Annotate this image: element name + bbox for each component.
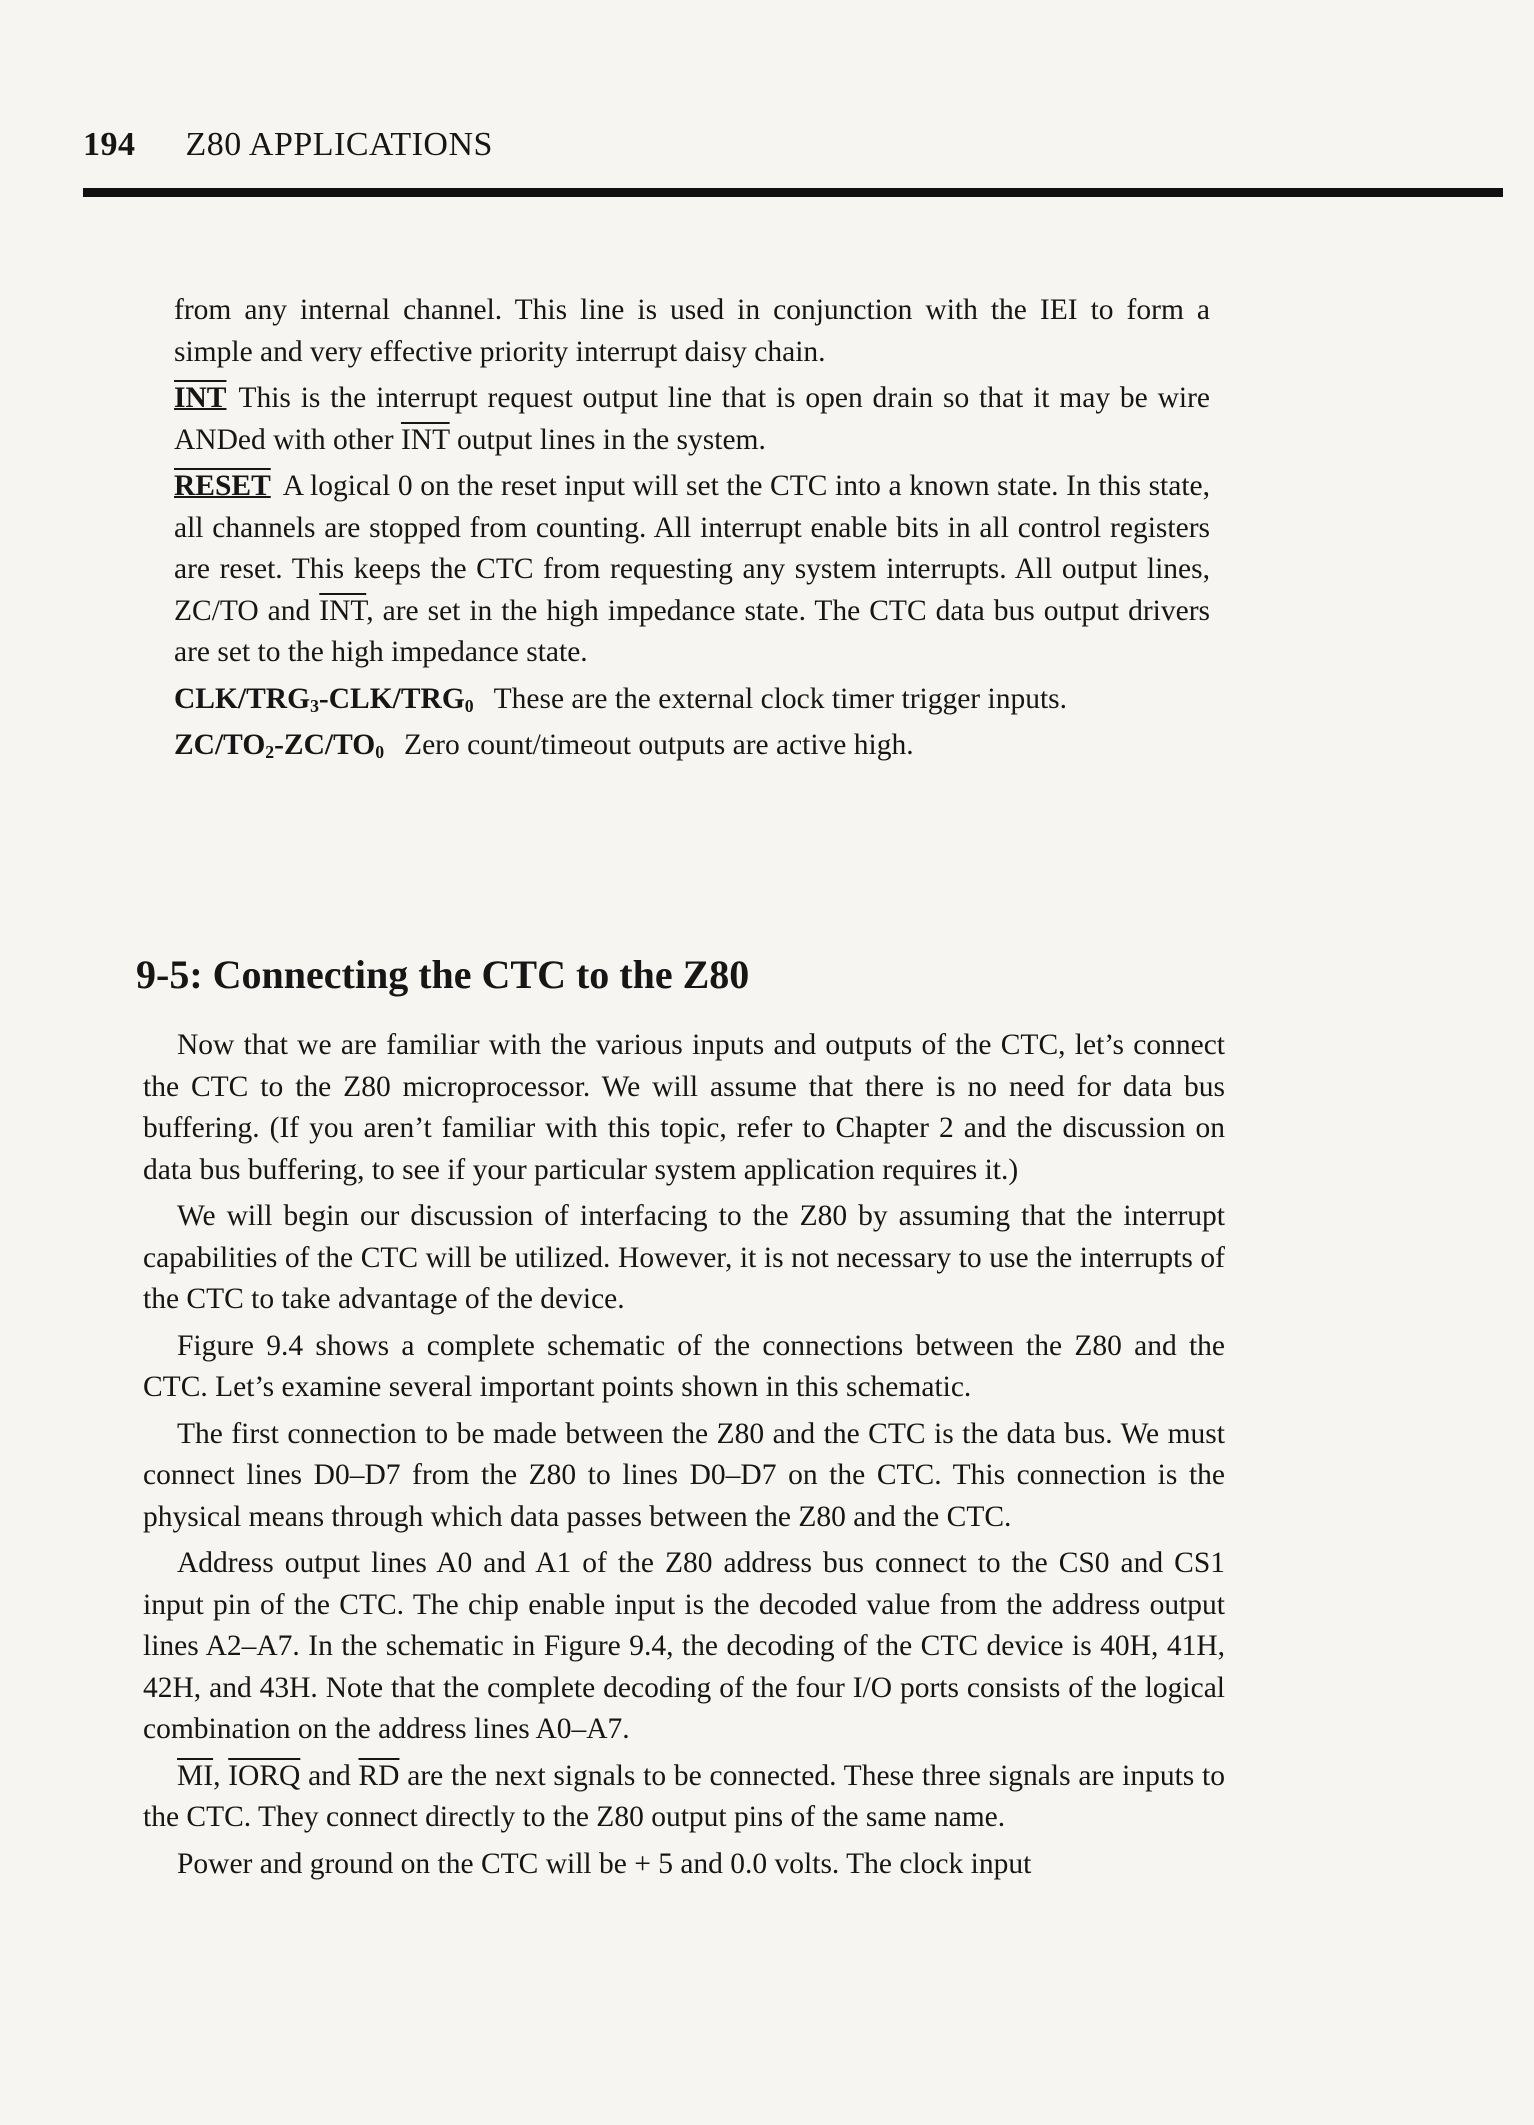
reset-term: RESET — [174, 470, 271, 502]
int-term: INT — [174, 382, 227, 414]
zc-to-description: $ZC/TO_2-ZC/TO_0$ Zero count/timeout outputs are active high. — [174, 729, 914, 762]
clk-trg-term: CLK/$TRG_3-CLK/TRG_0$ — [174, 682, 474, 716]
running-title: Z80 APPLICATIONS — [185, 126, 493, 163]
paragraph-signals: $\overline{MI}$, IORQ and $\overline{RD}$ are the next signals to be connected. These three signals are inputs to the CTC. They connect directly to the Z80 output pins of the same name. — [143, 1759, 1225, 1833]
paragraph: The first connection to be made between the Z80 and the CTC is the data bus. We must connect lines D0–D7 from the Z80 to lines D0–D7 on the CTC. This connection is the physical means through which data passes between the Z80 and the CTC. — [143, 1417, 1225, 1533]
paragraph: Figure 9.4 shows a complete schematic of the connections between the Z80 and the CTC. Let’s examine several important points shown in this schematic. — [143, 1329, 1225, 1403]
mi-signal: $\overline{MI}$ — [177, 1759, 214, 1792]
paragraph: Now that we are familiar with the various inputs and outputs of the CTC, let’s connect the CTC to the Z80 microprocessor. We will assume that there is no need for data bus buffering. (If you aren’t familiar with this topic, refer to Chapter 2 and the discussion on data bus buffering, to see if your particular system application requires it.) — [143, 1029, 1225, 1186]
section-heading: 9-5: Connecting the CTC to the Z80 — [136, 952, 750, 997]
int-description: INT This is the interrupt request output line that is open drain so that it may be wire ANDed with other $\overline{INT}$ output lines in the system. — [174, 382, 1210, 456]
paragraph: Address output lines A0 and A1 of the Z80 address bus connect to the CS0 and CS1 input pin of the CTC. The chip enable input is the decoded value from the address output lines A2–A7. In the schematic in Figure 9.4, the decoding of the CTC device is 40H, 41H, 42H, and 43H. Note that the complete decoding of the four I/O ports consists of the logical combination on the address lines A0–A7. — [143, 1547, 1225, 1745]
clk-trg-description: CLK/$TRG_3-CLK/TRG_0$ These are the external clock timer trigger inputs. — [174, 682, 1068, 716]
int-overline: $\overline{INT}$ — [400, 423, 450, 456]
rd-signal: $\overline{RD}$ — [358, 1759, 400, 1792]
zc-to-term: $ZC/TO_2-ZC/TO_0$ — [174, 729, 385, 762]
paragraph: We will begin our discussion of interfacing to the Z80 by assuming that the interrupt capabilities of the CTC will be utilized. However, it is not necessary to use the interrupts of the CTC to take advantage of the device. — [143, 1200, 1225, 1315]
page-number: 194 — [83, 126, 136, 163]
section-body — [143, 1025, 1225, 1890]
reset-description: RESET A logical 0 on the reset input will set the CTC into a known state. In this state, all channels are stopped from counting. All interrupt enable bits in all control registers are reset. This keeps the CTC from requesting any system interrupts. All output lines, ZC/TO and $\overline{INT}$, are set in the high impedance state. The CTC data bus output drivers are set to the high impedance state. — [174, 470, 1210, 668]
header-rule — [83, 188, 1503, 197]
paragraph: Power and ground on the CTC will be + 5 and 0.0 volts. The clock input — [177, 1847, 1032, 1880]
int-overline: $\overline{INT}$ — [319, 594, 367, 627]
pin-descriptions — [174, 290, 1210, 772]
running-head — [83, 126, 493, 164]
iei-continuation: from any internal channel. This line is used in conjunction with the IEI to form a simple and very effective priority interrupt daisy chain. — [174, 294, 1210, 368]
iorq-signal: IORQ — [228, 1759, 301, 1792]
